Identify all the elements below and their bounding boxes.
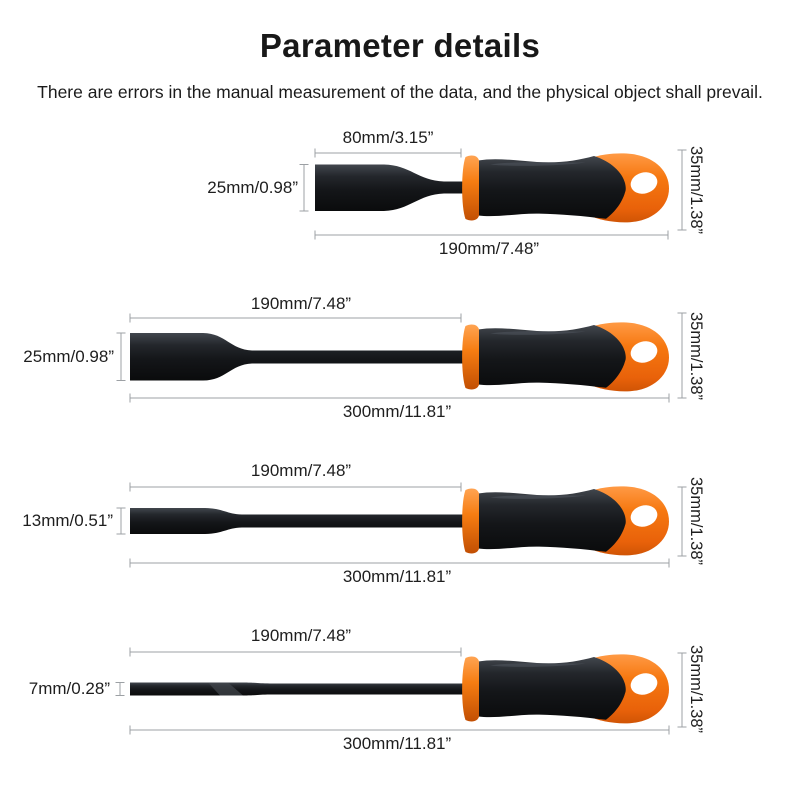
tool-3-total-length-label: 300mm/11.81” [342, 567, 452, 586]
tool-2-shaft-length-label: 190mm/7.48” [250, 294, 352, 313]
tool-3-illustration [117, 483, 687, 568]
page-subtitle: There are errors in the manual measurement of the data, and the physical object shall prevail. [37, 82, 763, 102]
tool-1-illustration [300, 149, 687, 240]
tool-2-handle-width-label: 35mm/1.38” [687, 311, 705, 401]
tool-1-handle [462, 153, 669, 222]
tool-1-blade-width-label: 25mm/0.98” [207, 178, 298, 197]
tool-3-blade-width-label: 13mm/0.51” [22, 511, 113, 530]
tool-4-handle-width-label: 35mm/1.38” [687, 644, 705, 734]
tool-3-blade [130, 508, 470, 534]
page-title: Parameter details [259, 27, 541, 64]
tool-4-total-length-label: 300mm/11.81” [342, 734, 452, 753]
tool-1-blade-length-label: 80mm/3.15” [342, 128, 434, 147]
tool-3-handle-width-label: 35mm/1.38” [687, 476, 705, 566]
tool-2-handle [462, 322, 669, 391]
tool-4-blade [130, 683, 470, 696]
tool-1-blade [315, 165, 470, 212]
tool-1-handle-width-label: 35mm/1.38” [687, 145, 705, 235]
tool-4-blade-width-label: 7mm/0.28” [28, 679, 110, 698]
tool-2-blade-width-label: 25mm/0.98” [23, 347, 114, 366]
tool-3-handle [462, 486, 669, 555]
tool-4-illustration [116, 648, 687, 735]
tool-3-shaft-length-label: 190mm/7.48” [250, 461, 352, 480]
tool-4-shaft-length-label: 190mm/7.48” [250, 626, 352, 645]
tool-4-handle [462, 654, 669, 723]
tool-2-blade [130, 333, 470, 381]
tool-2-illustration [117, 313, 687, 403]
tool-2-total-length-label: 300mm/11.81” [342, 402, 452, 421]
tool-1-total-length-label: 190mm/7.48” [438, 239, 540, 258]
